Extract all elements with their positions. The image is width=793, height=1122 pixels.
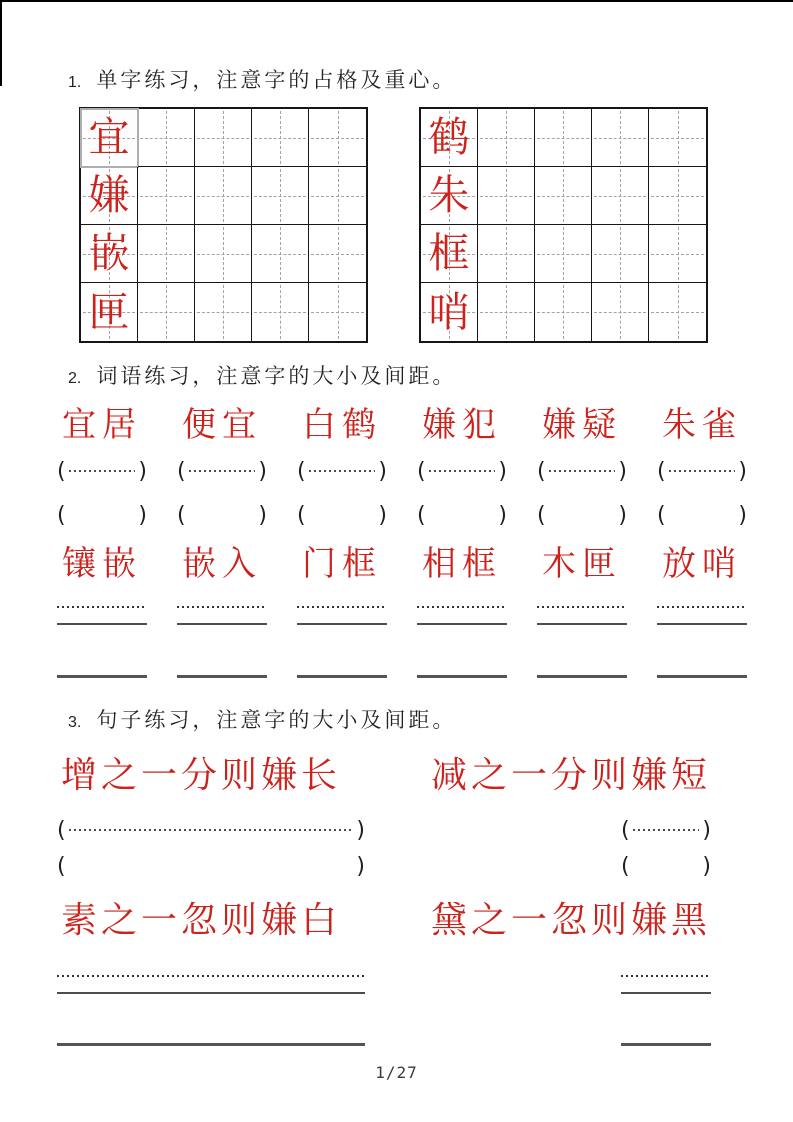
practice-cell (535, 167, 592, 225)
practice-cell (478, 109, 535, 167)
close-paren: ) (356, 817, 365, 843)
practice-cell (252, 225, 309, 283)
close-paren: ) (498, 502, 507, 528)
close-paren: ) (498, 458, 507, 484)
practice-word: 白鹤 (302, 407, 382, 444)
close-paren: ) (258, 458, 267, 484)
close-paren: ) (738, 458, 747, 484)
writing-line (57, 675, 147, 678)
writing-line (297, 623, 387, 625)
practice-cell (309, 109, 366, 167)
practice-cell (195, 109, 252, 167)
section2-number: 2. (68, 370, 82, 387)
answer-slot-dashed (621, 816, 711, 844)
dashed-rule (309, 470, 376, 472)
practice-word: 朱雀 (662, 407, 742, 444)
writing-line (177, 623, 267, 625)
writing-line (657, 623, 747, 625)
practice-cell (252, 109, 309, 167)
practice-cell (252, 167, 309, 225)
practice-grid-right (419, 107, 708, 343)
section1-number: 1. (68, 74, 82, 91)
writing-line (417, 623, 507, 625)
practice-cell (309, 225, 366, 283)
writing-line (57, 1043, 365, 1046)
practice-word: 宜居 (62, 407, 142, 444)
close-paren: ) (356, 853, 365, 879)
close-paren: ) (702, 853, 711, 879)
sentence-row-2 (57, 897, 711, 943)
practice-cell (478, 167, 535, 225)
dashed-rule (69, 470, 136, 472)
practice-grid-left (79, 107, 368, 343)
open-paren: ( (297, 458, 306, 484)
practice-word: 嫌犯 (422, 407, 502, 444)
practice-cell (592, 109, 649, 167)
open-paren: ( (177, 502, 186, 528)
practice-cell (421, 167, 478, 225)
open-paren: ( (57, 853, 66, 879)
dashed-writing-line (537, 606, 627, 608)
practice-cell (195, 167, 252, 225)
dashed-writing-line (297, 606, 387, 608)
open-paren: ( (621, 853, 630, 879)
practice-word: 相框 (422, 546, 502, 583)
practice-cell (649, 109, 706, 167)
section2-heading (68, 360, 456, 390)
practice-word: 嵌入 (182, 546, 262, 583)
writing-line (417, 675, 507, 678)
close-paren: ) (702, 817, 711, 843)
open-paren: ( (537, 502, 546, 528)
writing-line (57, 992, 365, 994)
writing-line (621, 992, 711, 994)
practice-sentence: 黛之一忽则嫌黑 (430, 900, 711, 940)
dashed-writing-line (417, 606, 507, 608)
practice-cell (81, 225, 138, 283)
practice-cell (138, 109, 195, 167)
practice-word: 门框 (302, 546, 382, 583)
sentence-solid-line-row-2 (57, 1043, 711, 1046)
dashed-rule (549, 470, 616, 472)
open-paren: ( (57, 502, 66, 528)
sentence-paren-dashed-row (57, 816, 711, 844)
answer-slot-empty (621, 852, 711, 880)
solid-line-row-1 (57, 623, 747, 625)
answer-slot-dashed (57, 457, 147, 485)
practice-cell (649, 167, 706, 225)
writing-line (657, 675, 747, 678)
practice-cell (478, 225, 535, 283)
answer-slot-empty (657, 501, 747, 529)
dashed-rule (189, 470, 256, 472)
close-paren: ) (138, 458, 147, 484)
practice-cell (478, 283, 535, 341)
practice-cell (649, 283, 706, 341)
word-row-2 (57, 543, 747, 587)
dashed-writing-line (621, 975, 711, 977)
dashed-writing-line (657, 606, 747, 608)
dashed-line-row (57, 606, 747, 608)
practice-cell (81, 283, 138, 341)
close-paren: ) (138, 502, 147, 528)
section1-heading (68, 64, 456, 94)
sentence-paren-empty-row (57, 852, 711, 880)
answer-slot-empty (57, 852, 365, 880)
practice-cell (309, 167, 366, 225)
open-paren: ( (621, 817, 630, 843)
sentence-solid-line-row-1 (57, 992, 711, 994)
dashed-writing-line (177, 606, 267, 608)
practice-cell (421, 283, 478, 341)
practice-sentence: 增之一分则嫌长 (61, 755, 342, 795)
dashed-rule (69, 829, 354, 831)
section3-title: 句子练习，注意字的大小及间距。 (96, 708, 457, 732)
answer-slot-dashed (177, 457, 267, 485)
practice-sentence: 素之一忽则嫌白 (61, 900, 342, 940)
practice-cell (592, 225, 649, 283)
page-top-edge-line (0, 0, 793, 2)
practice-cell (592, 167, 649, 225)
page-number: 1/27 (375, 1063, 418, 1082)
answer-slot-empty (417, 501, 507, 529)
practice-cell (535, 225, 592, 283)
paren-empty-row-1 (57, 501, 747, 529)
section1-title: 单字练习，注意字的占格及重心。 (96, 68, 457, 92)
answer-slot-dashed (417, 457, 507, 485)
open-paren: ( (57, 817, 66, 843)
open-paren: ( (657, 502, 666, 528)
answer-slot-dashed (57, 816, 365, 844)
model-character: 哨 (428, 288, 470, 335)
writing-line (57, 623, 147, 625)
section2-title: 词语练习，注意字的大小及间距。 (96, 364, 457, 388)
model-character: 朱 (428, 172, 470, 218)
close-paren: ) (618, 458, 627, 484)
practice-cell (535, 109, 592, 167)
open-paren: ( (657, 458, 666, 484)
writing-line (297, 675, 387, 678)
dashed-rule (429, 470, 496, 472)
answer-slot-empty (177, 501, 267, 529)
page-left-edge-line (0, 0, 2, 86)
open-paren: ( (297, 502, 306, 528)
practice-sentence: 减之一分则嫌短 (430, 755, 711, 795)
close-paren: ) (378, 458, 387, 484)
open-paren: ( (417, 458, 426, 484)
model-character: 宜 (88, 114, 130, 160)
dashed-rule (633, 829, 700, 831)
solid-line-row-2 (57, 675, 747, 678)
practice-cell (195, 283, 252, 341)
practice-cell (195, 225, 252, 283)
practice-word: 放哨 (662, 546, 742, 583)
practice-cell (592, 283, 649, 341)
answer-slot-dashed (657, 457, 747, 485)
practice-cell (535, 283, 592, 341)
close-paren: ) (618, 502, 627, 528)
answer-slot-dashed (297, 457, 387, 485)
sentence-row-1 (57, 752, 711, 798)
writing-line (177, 675, 267, 678)
section3-heading (68, 704, 456, 734)
practice-cell (81, 167, 138, 225)
open-paren: ( (417, 502, 426, 528)
dashed-writing-line (57, 975, 365, 977)
practice-word: 木匣 (542, 546, 622, 583)
word-row-1 (57, 404, 747, 448)
close-paren: ) (738, 502, 747, 528)
writing-line (537, 623, 627, 625)
model-character: 匣 (88, 288, 130, 335)
practice-cell (649, 225, 706, 283)
practice-word: 嫌疑 (542, 407, 622, 444)
answer-slot-empty (57, 501, 147, 529)
practice-cell (138, 283, 195, 341)
writing-line (621, 1043, 711, 1046)
practice-cell (138, 225, 195, 283)
answer-slot-empty (297, 501, 387, 529)
practice-cell (81, 109, 138, 167)
open-paren: ( (57, 458, 66, 484)
answer-slot-dashed (537, 457, 627, 485)
writing-line (537, 675, 627, 678)
model-character: 嫌 (88, 172, 130, 218)
practice-cell (309, 283, 366, 341)
close-paren: ) (258, 502, 267, 528)
model-character: 嵌 (88, 230, 130, 276)
model-character: 鹤 (428, 114, 470, 160)
practice-word: 便宜 (182, 407, 262, 444)
open-paren: ( (537, 458, 546, 484)
section3-number: 3. (68, 714, 82, 731)
close-paren: ) (378, 502, 387, 528)
open-paren: ( (177, 458, 186, 484)
practice-word: 镶嵌 (62, 546, 142, 583)
paren-dashed-row-1 (57, 457, 747, 485)
practice-cell (252, 283, 309, 341)
model-character: 框 (428, 230, 470, 276)
dashed-rule (669, 470, 736, 472)
practice-cell (138, 167, 195, 225)
practice-cell (421, 225, 478, 283)
dashed-writing-line (57, 606, 147, 608)
practice-cell (421, 109, 478, 167)
sentence-dashed-line-row (57, 975, 711, 977)
answer-slot-empty (537, 501, 627, 529)
